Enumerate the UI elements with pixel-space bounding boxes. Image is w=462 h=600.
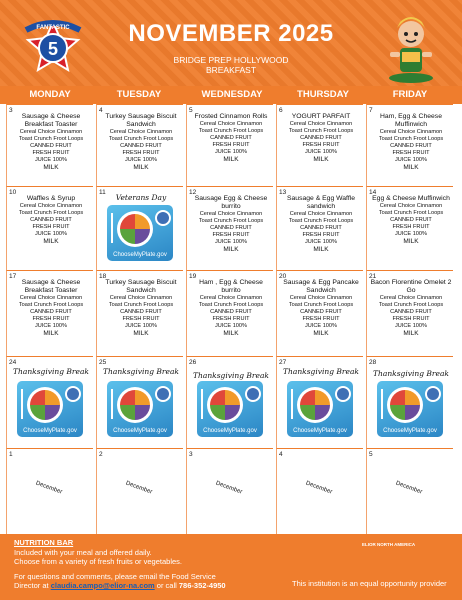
menu-items — [100, 113, 182, 172]
day-cell — [6, 356, 93, 448]
day-cell — [186, 356, 273, 448]
protein-section — [45, 405, 60, 420]
side-item: Toast Crunch Froot Loops — [378, 136, 444, 142]
weekday-label: THURSDAY — [297, 89, 349, 100]
nutrition-bar-line: Choose from a variety of fresh fruits or vegetables. — [14, 557, 182, 566]
day-cell — [6, 104, 93, 186]
mascot-illustration — [378, 8, 444, 86]
side-item: JUICE 100% — [124, 323, 158, 329]
entree-name: Turkey Sausage Biscuit Sandwich — [105, 113, 177, 128]
side-item: Toast Crunch Froot Loops — [378, 210, 444, 216]
fruits-section — [30, 390, 45, 405]
side-item: Cereal Choice Cinnamon — [109, 129, 173, 135]
menu-items — [370, 113, 452, 172]
holiday-label: Thanksgiving Break — [13, 367, 89, 376]
milk-item: MILK — [403, 164, 419, 171]
contact-mid: or call — [154, 581, 179, 590]
page-subtitle — [100, 55, 362, 75]
side-item: JUICE 100% — [394, 157, 428, 163]
side-item: CANNED FRUIT — [390, 309, 432, 315]
day-cell — [276, 448, 363, 534]
protein-section — [135, 405, 150, 420]
day-number: 14 — [369, 189, 377, 196]
plate-icon — [207, 387, 243, 423]
protein-section — [225, 405, 240, 420]
day-number: 18 — [99, 273, 107, 280]
milk-item: MILK — [43, 330, 59, 337]
day-cell — [186, 270, 273, 356]
side-item: Toast Crunch Froot Loops — [108, 136, 174, 142]
vegetables-section — [210, 405, 225, 420]
side-item: FRESH FRUIT — [212, 232, 250, 238]
day-number: 7 — [369, 107, 373, 114]
side-item: JUICE 100% — [304, 239, 338, 245]
fantastic-5-logo — [20, 18, 86, 78]
menu-items — [190, 195, 272, 254]
side-item: JUICE 100% — [34, 231, 68, 237]
myplate-caption: ChooseMyPlate.gov — [113, 428, 167, 434]
vegetables-section — [120, 405, 135, 420]
myplate-caption: ChooseMyPlate.gov — [203, 428, 257, 434]
side-item: FRESH FRUIT — [122, 316, 160, 322]
day-cell — [366, 186, 453, 270]
side-item: CANNED FRUIT — [390, 143, 432, 149]
day-number: 12 — [189, 189, 197, 196]
menu-items — [190, 113, 272, 164]
vegetables-section — [30, 405, 45, 420]
milk-item: MILK — [223, 330, 239, 337]
day-number: 4 — [279, 451, 283, 458]
side-item: FRESH FRUIT — [122, 150, 160, 156]
day-number: 6 — [279, 107, 283, 114]
day-cell — [276, 104, 363, 186]
entree-name: Egg & Cheese Muffinwich — [372, 195, 450, 202]
day-number: 3 — [9, 107, 13, 114]
day-number: 11 — [99, 189, 106, 196]
side-item: FRESH FRUIT — [392, 224, 430, 230]
plate-icon — [117, 211, 153, 247]
side-item: Toast Crunch Froot Loops — [288, 128, 354, 134]
logo-text: FANTASTIC — [36, 25, 70, 31]
side-item: JUICE 100% — [124, 157, 158, 163]
myplate-caption: ChooseMyPlate.gov — [23, 428, 77, 434]
dairy-cup-icon — [155, 386, 171, 402]
side-item: FRESH FRUIT — [32, 316, 70, 322]
side-item: Cereal Choice Cinnamon — [199, 295, 263, 301]
side-item: Cereal Choice Cinnamon — [379, 129, 443, 135]
next-month-label: December — [304, 480, 333, 496]
menu-items — [10, 195, 92, 246]
day-cell — [276, 270, 363, 356]
side-item: CANNED FRUIT — [30, 217, 72, 223]
day-cell — [96, 270, 183, 356]
weekday-label: WEDNESDAY — [201, 89, 263, 100]
side-item: FRESH FRUIT — [302, 316, 340, 322]
next-month-label: December — [214, 480, 243, 496]
milk-item: MILK — [43, 238, 59, 245]
side-item: FRESH FRUIT — [212, 316, 250, 322]
day-number: 20 — [279, 273, 287, 280]
day-number: 3 — [189, 451, 193, 458]
day-number: 26 — [189, 359, 197, 366]
side-item: Cereal Choice Cinnamon — [379, 295, 443, 301]
entree-name: Sausage & Egg Waffle sandwich — [286, 195, 355, 210]
side-item: CANNED FRUIT — [300, 225, 342, 231]
day-number: 21 — [369, 273, 377, 280]
side-item: Cereal Choice Cinnamon — [19, 129, 83, 135]
fork-icon — [381, 389, 383, 419]
milk-item: MILK — [313, 330, 329, 337]
entree-name: Sausage & Cheese Breakfast Toaster — [21, 279, 81, 294]
entree-name: Sausage Egg & Cheese burrito — [194, 195, 268, 210]
fork-icon — [111, 213, 113, 243]
contact-line-2 — [14, 581, 226, 590]
side-item: Toast Crunch Froot Loops — [18, 302, 84, 308]
fruits-section — [210, 390, 225, 405]
day-cell — [276, 356, 363, 448]
myplate-caption: ChooseMyPlate.gov — [293, 428, 347, 434]
side-item: Toast Crunch Froot Loops — [18, 210, 84, 216]
fork-icon — [21, 389, 23, 419]
dairy-cup-icon — [425, 386, 441, 402]
day-cell — [6, 186, 93, 270]
equal-opportunity-statement: This institution is an equal opportunity provider — [292, 579, 447, 588]
side-item: FRESH FRUIT — [212, 142, 250, 148]
side-item: CANNED FRUIT — [210, 309, 252, 315]
side-item: CANNED FRUIT — [120, 143, 162, 149]
weekday-label: MONDAY — [29, 89, 71, 100]
vegetables-section — [390, 405, 405, 420]
side-item: JUICE 100% — [304, 323, 338, 329]
myplate-caption: ChooseMyPlate.gov — [113, 252, 167, 258]
day-cell — [96, 186, 183, 270]
side-item: JUICE 100% — [394, 323, 428, 329]
day-cell — [276, 186, 363, 270]
grains-section — [45, 390, 60, 405]
side-item: CANNED FRUIT — [30, 143, 72, 149]
side-item: Cereal Choice Cinnamon — [289, 121, 353, 127]
milk-item: MILK — [133, 164, 149, 171]
side-item: Toast Crunch Froot Loops — [108, 302, 174, 308]
nutrition-bar-title: NUTRITION BAR — [14, 538, 74, 547]
day-cell — [186, 104, 273, 186]
entree-name: Ham , Egg & Cheese burrito — [199, 279, 263, 294]
grains-section — [315, 390, 330, 405]
side-item: FRESH FRUIT — [302, 142, 340, 148]
menu-items — [10, 113, 92, 172]
day-number: 10 — [9, 189, 17, 196]
side-item: Toast Crunch Froot Loops — [18, 136, 84, 142]
fork-icon — [111, 389, 113, 419]
side-item: FRESH FRUIT — [302, 232, 340, 238]
day-cell — [96, 104, 183, 186]
dairy-cup-icon — [65, 386, 81, 402]
milk-item: MILK — [43, 164, 59, 171]
weekday-label: TUESDAY — [116, 89, 162, 100]
side-item: JUICE 100% — [214, 149, 248, 155]
protein-section — [405, 405, 420, 420]
company-name: ELIOR NORTH AMERICA — [362, 542, 416, 547]
side-item: JUICE 100% — [214, 323, 248, 329]
protein-section — [315, 405, 330, 420]
dairy-cup-icon — [335, 386, 351, 402]
logo-number: 5 — [47, 39, 59, 59]
side-item: Cereal Choice Cinnamon — [199, 121, 263, 127]
dairy-cup-icon — [155, 210, 171, 226]
side-item: FRESH FRUIT — [32, 224, 70, 230]
holiday-label: Thanksgiving Break — [103, 367, 179, 376]
entree-name: Sausage & Egg Pancake Sandwich — [283, 279, 359, 294]
day-number: 19 — [189, 273, 197, 280]
menu-items — [100, 279, 182, 338]
day-number: 1 — [9, 451, 13, 458]
side-item: Cereal Choice Cinnamon — [199, 211, 263, 217]
milk-item: MILK — [403, 238, 419, 245]
day-cell — [96, 356, 183, 448]
side-item: CANNED FRUIT — [300, 135, 342, 141]
next-month-label: December — [124, 480, 153, 496]
dairy-cup-icon — [245, 386, 261, 402]
day-cell — [186, 448, 273, 534]
day-number: 2 — [99, 451, 103, 458]
holiday-label: Thanksgiving Break — [283, 367, 359, 376]
side-item: Cereal Choice Cinnamon — [19, 203, 83, 209]
plate-icon — [387, 387, 423, 423]
side-item: JUICE 100% — [304, 149, 338, 155]
header-banner — [0, 0, 462, 86]
next-month-label: December — [394, 480, 423, 496]
side-item: CANNED FRUIT — [210, 135, 252, 141]
day-number: 5 — [369, 451, 373, 458]
fruits-section — [300, 390, 315, 405]
holiday-label: Thanksgiving Break — [193, 371, 269, 380]
milk-item: MILK — [133, 330, 149, 337]
entree-name: Waffles & Syrup — [26, 195, 76, 202]
myplate-graphic — [377, 381, 443, 437]
day-number: 27 — [279, 359, 287, 366]
side-item: Cereal Choice Cinnamon — [109, 295, 173, 301]
day-cell — [6, 448, 93, 534]
day-number: 13 — [279, 189, 287, 196]
milk-item: MILK — [223, 156, 239, 163]
side-item: Toast Crunch Froot Loops — [378, 302, 444, 308]
side-item: Toast Crunch Froot Loops — [198, 128, 264, 134]
entree-name: Ham, Egg & Cheese Muffinwich — [380, 113, 442, 128]
menu-items — [370, 195, 452, 246]
entree-name: YOGURT PARFAIT — [291, 113, 351, 120]
side-item: JUICE 100% — [34, 323, 68, 329]
day-cell — [96, 448, 183, 534]
entree-name: Bacon Florentine Omelet 2 Go — [370, 279, 452, 294]
day-cell — [6, 270, 93, 356]
fruits-section — [120, 214, 135, 229]
holiday-label: Veterans Day — [115, 193, 167, 202]
side-item: JUICE 100% — [214, 239, 248, 245]
day-number: 28 — [369, 359, 377, 366]
vegetables-section — [120, 229, 135, 244]
side-item: FRESH FRUIT — [392, 150, 430, 156]
day-cell — [366, 270, 453, 356]
meal-name: BREAKFAST — [205, 65, 257, 75]
side-item: Toast Crunch Froot Loops — [288, 302, 354, 308]
milk-item: MILK — [223, 246, 239, 253]
menu-items — [280, 113, 362, 164]
side-item: Toast Crunch Froot Loops — [198, 218, 264, 224]
fork-icon — [291, 389, 293, 419]
contact-prefix: Director at — [14, 581, 51, 590]
myplate-graphic — [287, 381, 353, 437]
menu-items — [370, 279, 452, 338]
side-item: Cereal Choice Cinnamon — [19, 295, 83, 301]
grains-section — [135, 214, 150, 229]
side-item: CANNED FRUIT — [300, 309, 342, 315]
day-cell — [366, 448, 453, 534]
weekday-header-row — [0, 86, 462, 104]
contact-line: For questions and comments, please email the Food Service — [14, 572, 216, 581]
fruits-section — [120, 390, 135, 405]
entree-name: Turkey Sausage Biscuit Sandwich — [105, 279, 177, 294]
side-item: CANNED FRUIT — [210, 225, 252, 231]
myplate-graphic — [197, 381, 263, 437]
school-name: BRIDGE PREP HOLLYWOOD — [173, 55, 289, 65]
side-item: Cereal Choice Cinnamon — [379, 203, 443, 209]
day-number: 5 — [189, 107, 193, 114]
grains-section — [405, 390, 420, 405]
myplate-graphic — [17, 381, 83, 437]
side-item: CANNED FRUIT — [120, 309, 162, 315]
weekday-label: FRIDAY — [392, 89, 428, 100]
entree-name: Sausage & Cheese Breakfast Toaster — [21, 113, 81, 128]
page-title: NOVEMBER 2025 — [128, 20, 334, 47]
menu-items — [280, 195, 362, 254]
entree-name: Frosted Cinnamon Rolls — [194, 113, 268, 120]
side-item: Cereal Choice Cinnamon — [289, 295, 353, 301]
plate-icon — [117, 387, 153, 423]
side-item: Toast Crunch Froot Loops — [198, 302, 264, 308]
day-cell — [366, 104, 453, 186]
side-item: JUICE 100% — [394, 231, 428, 237]
next-month-label: December — [34, 480, 63, 496]
side-item: FRESH FRUIT — [392, 316, 430, 322]
protein-section — [135, 229, 150, 244]
myplate-caption: ChooseMyPlate.gov — [383, 428, 437, 434]
holiday-label: Thanksgiving Break — [373, 369, 449, 378]
myplate-graphic — [107, 381, 173, 437]
grains-section — [135, 390, 150, 405]
side-item: CANNED FRUIT — [390, 217, 432, 223]
footer-banner — [0, 534, 462, 600]
phone-number: 786-352-4950 — [178, 581, 226, 590]
email-link[interactable]: claudia.campo@elior-na.com — [50, 581, 155, 590]
nutrition-bar-line: Included with your meal and offered daily. — [14, 548, 152, 557]
day-cell — [366, 356, 453, 448]
menu-items — [190, 279, 272, 338]
grains-section — [225, 390, 240, 405]
myplate-graphic — [107, 205, 173, 261]
side-item: JUICE 100% — [34, 157, 68, 163]
fruits-section — [390, 390, 405, 405]
day-cell — [186, 186, 273, 270]
day-number: 4 — [99, 107, 103, 114]
day-number: 25 — [99, 359, 107, 366]
side-item: Toast Crunch Froot Loops — [288, 218, 354, 224]
menu-items — [10, 279, 92, 338]
milk-item: MILK — [313, 156, 329, 163]
milk-item: MILK — [403, 330, 419, 337]
fork-icon — [201, 389, 203, 419]
milk-item: MILK — [313, 246, 329, 253]
side-item: CANNED FRUIT — [30, 309, 72, 315]
plate-icon — [27, 387, 63, 423]
plate-icon — [297, 387, 333, 423]
side-item: FRESH FRUIT — [32, 150, 70, 156]
vegetables-section — [300, 405, 315, 420]
day-number: 17 — [9, 273, 17, 280]
side-item: Cereal Choice Cinnamon — [289, 211, 353, 217]
menu-items — [280, 279, 362, 338]
day-number: 24 — [9, 359, 17, 366]
